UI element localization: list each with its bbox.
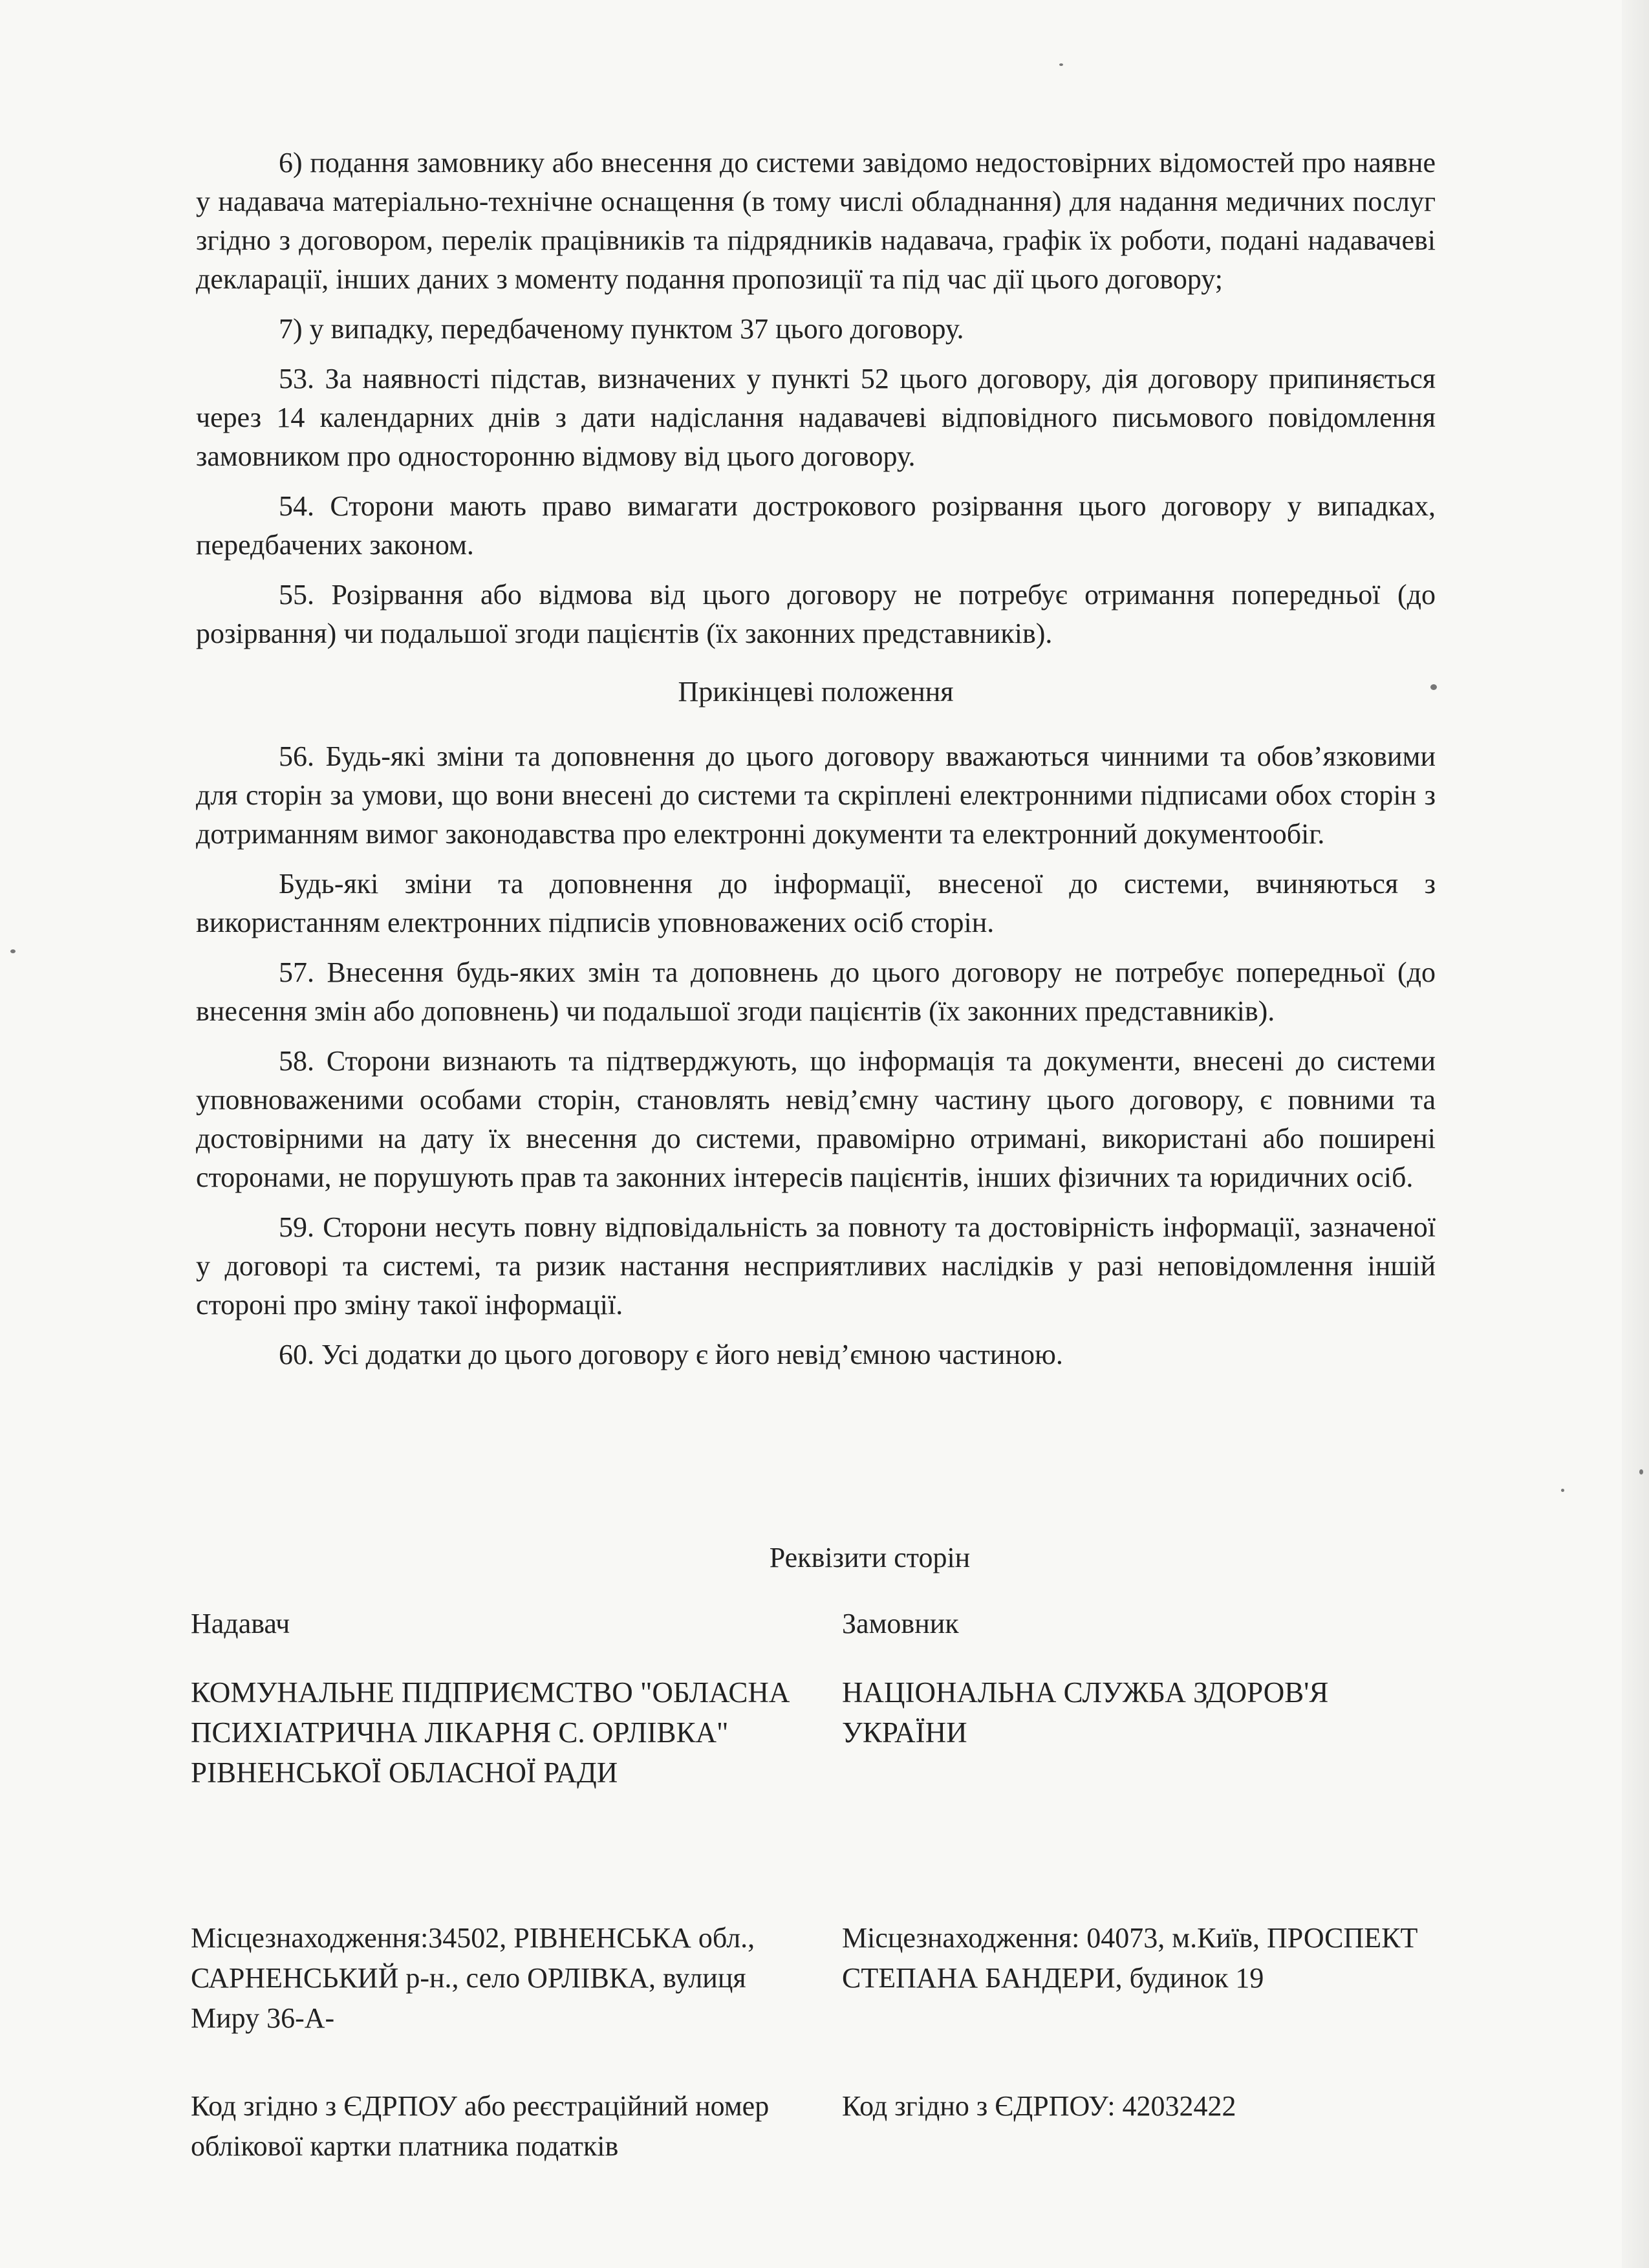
scan-edge [1622, 0, 1649, 2268]
scan-speck [1639, 1469, 1643, 1474]
section-heading: Прикінцеві положення [678, 676, 954, 707]
customer-address: Місцезнаходження: 04073, м.Київ, ПРОСПЕКТ СТЕПАНА БАНДЕРИ, будинок 19 [842, 1922, 1418, 1994]
contract-body [196, 144, 1436, 1385]
paragraph-7: 7) у випадку, передбаченому пунктом 37 цього договору. [279, 313, 964, 345]
customer-code: Код згідно з ЄДРПОУ: 42032422 [842, 2090, 1236, 2122]
paragraph-60: 60. Усі додатки до цього договору є його невід’ємною частиною. [279, 1339, 1063, 1370]
provider-details [191, 1604, 799, 2166]
provider-role: Надавач [191, 1608, 290, 1639]
paragraph-58: 58. Сторони визнають та підтверджують, що інформація та документи, внесені до системи уповноваженими особами сторін, становлять невід’ємну частину цього договору, є повними та достовірними на дату їх внесення до системи, правомірно отримані, використані або поширені сторонами, не порушують прав та законних інтересів пацієнтів, інших фізичних та юридичних осіб. [196, 1045, 1436, 1193]
paragraph-57: 57. Внесення будь-яких змін та доповнень до цього договору не потребує попередньої (до внесення змін або доповнень) чи подальшої згоди пацієнтів (їх законних представників). [196, 956, 1436, 1027]
customer-role: Замовник [842, 1608, 959, 1639]
paragraph-56-extra: Будь-які зміни та доповнення до інформації, внесеної до системи, вчиняються з використанням електронних підписів уповноважених осіб сторін. [196, 868, 1436, 938]
customer-name: НАЦІОНАЛЬНА СЛУЖБА ЗДОРОВ'Я УКРАЇНИ [842, 1676, 1329, 1749]
provider-name: КОМУНАЛЬНЕ ПІДПРИЄМСТВО "ОБЛАСНА ПСИХІАТРИЧНА ЛІКАРНЯ С. ОРЛІВКА" РІВНЕНСЬКОЇ ОБЛАСНОЇ РАДИ [191, 1676, 790, 1789]
paragraph-56: 56. Будь-які зміни та доповнення до цього договору вважаються чинними та обов’язковими для сторін за умови, що вони внесені до системи та скріплені електронними підписами обох сторін з дотриманням вимог законодавства про електронні документи та електронний документообіг. [196, 740, 1436, 850]
customer-details [842, 1604, 1424, 2126]
paragraph-55: 55. Розірвання або відмова від цього договору не потребує отримання попередньої (до розірвання) чи подальшої згоди пацієнтів (їх законних представників). [196, 579, 1436, 649]
paragraph-59: 59. Сторони несуть повну відповідальність за повноту та достовірність інформації, зазначеної у договорі та системі, та ризик настання несприятливих наслідків у разі неповідомлення іншій стороні про зміну такої інформації. [196, 1211, 1436, 1321]
details-heading: Реквізити сторін [769, 1542, 971, 1573]
paragraph-54: 54. Сторони мають право вимагати дострокового розірвання цього договору у випадках, передбачених законом. [196, 490, 1436, 561]
provider-address: Місцезнаходження:34502, РІВНЕНСЬКА обл., САРНЕНСЬКИЙ р-н., село ОРЛІВКА, вулиця Миру 36-А- [191, 1922, 755, 2034]
scan-speck [1059, 63, 1063, 66]
scan-speck [1561, 1489, 1564, 1492]
scan-speck [10, 949, 16, 953]
provider-code: Код згідно з ЄДРПОУ або реєстраційний номер облікової картки платника податків [191, 2090, 770, 2162]
paragraph-6: 6) подання замовнику або внесення до системи завідомо недостовірних відомостей про наявне у надавача матеріально-технічне оснащення (в тому числі обладнання) для надання медичних послуг згідно з договором, перелік працівників та підрядників надавача, графік їх роботи, подані надавачеві декларації, інших даних з моменту подання пропозиції та під час дії цього договору; [196, 147, 1436, 295]
paragraph-53: 53. За наявності підстав, визначених у пункті 52 цього договору, дія договору припиняється через 14 календарних днів з дати надіслання надавачеві відповідного письмового повідомлення замовником про односторонню відмову від цього договору. [196, 363, 1436, 472]
scan-speck [1430, 684, 1437, 690]
